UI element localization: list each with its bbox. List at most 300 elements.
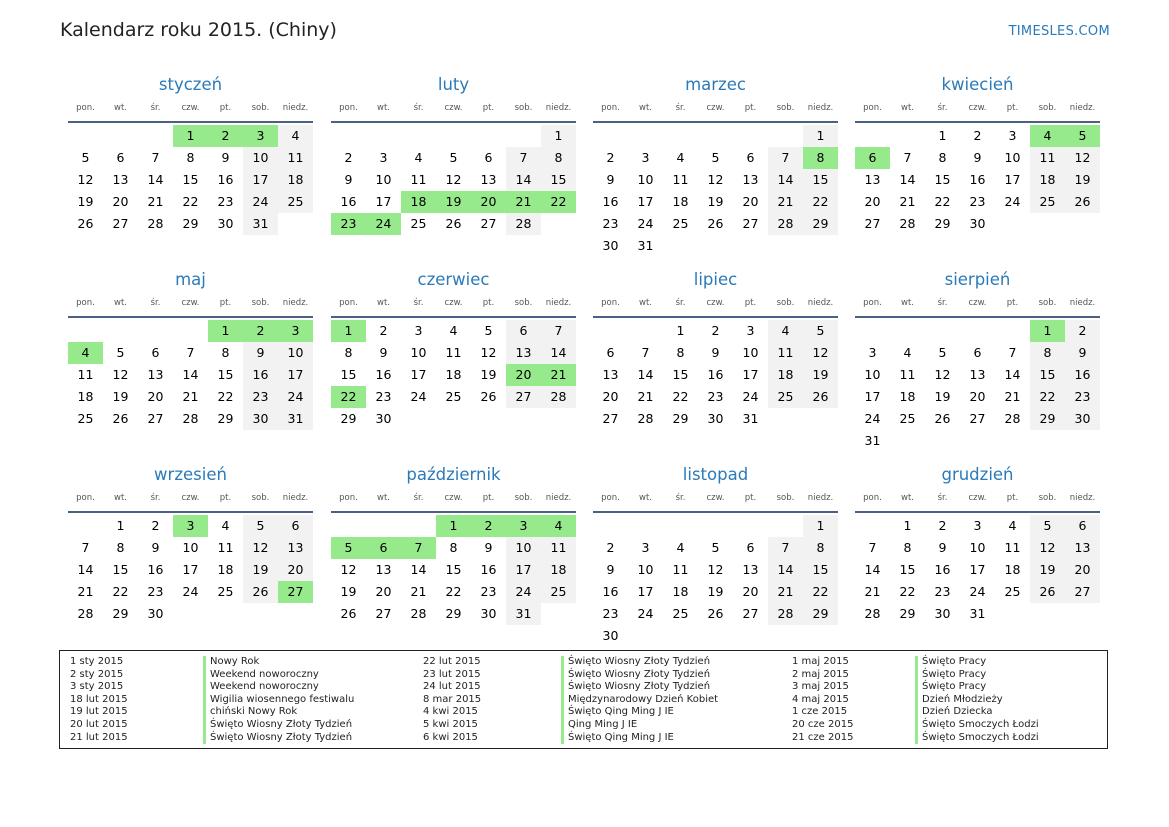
weekday-label: niedz. [807, 298, 834, 308]
day-cell: 24 [410, 389, 427, 404]
day-cell: 9 [344, 172, 353, 187]
day-cell: 17 [410, 367, 427, 382]
empty-cell [366, 125, 401, 147]
day-cell: 22 [672, 389, 689, 404]
day-cell: 26 [480, 389, 497, 404]
weekend-day-cell: 27 [506, 386, 541, 408]
day-cell: 22 [217, 389, 234, 404]
legend-holiday-name: Święto Qing Ming J IE [568, 731, 674, 743]
weekend-day-cell: 10 [506, 537, 541, 559]
empty-cell [506, 125, 541, 147]
day-grid [331, 515, 576, 625]
day-cell: 7 [186, 345, 195, 360]
day-cell: 24 [969, 584, 986, 599]
weekday-label: pon. [863, 493, 882, 503]
legend-date: 18 lut 2015 [70, 693, 128, 705]
weekday-label: wt. [639, 493, 652, 503]
weekday-label: niedz. [282, 298, 309, 308]
day-cell: 17 [969, 562, 986, 577]
legend-holiday-name: Weekend noworoczny [210, 668, 319, 680]
day-cell: 12 [707, 172, 724, 187]
day-cell: 26 [707, 606, 724, 621]
empty-cell [698, 125, 733, 147]
day-cell: 18 [445, 367, 462, 382]
month-block [593, 74, 838, 257]
weekday-label: czw. [181, 298, 200, 308]
day-cell: 22 [182, 194, 199, 209]
legend-date: 20 lut 2015 [70, 718, 128, 730]
weekday-label: śr. [413, 298, 424, 308]
month-block [855, 74, 1100, 235]
weekday-label: czw. [181, 493, 200, 503]
weekend-day-cell: 26 [1065, 191, 1100, 213]
day-cell: 17 [742, 367, 759, 382]
day-cell: 24 [742, 389, 759, 404]
weekday-label: pt. [744, 103, 757, 113]
weekend-day-cell: 12 [803, 342, 838, 364]
weekday-label: czw. [706, 493, 725, 503]
weekday-label: sob. [1038, 493, 1057, 503]
weekday-label: wt. [114, 493, 127, 503]
weekend-day-cell: 16 [243, 364, 278, 386]
weekend-day-cell: 5 [1030, 515, 1065, 537]
day-cell: 13 [969, 367, 986, 382]
day-cell: 31 [742, 411, 759, 426]
day-cell: 30 [147, 606, 164, 621]
empty-cell [331, 515, 366, 537]
weekday-label: śr. [937, 103, 948, 113]
day-cell: 12 [77, 172, 94, 187]
day-cell: 11 [672, 172, 689, 187]
day-cell: 10 [410, 345, 427, 360]
empty-cell [733, 515, 768, 537]
day-cell: 14 [147, 172, 164, 187]
weekday-label: czw. [444, 103, 463, 113]
weekday-label: sob. [251, 298, 270, 308]
holiday-day-cell: 20 [471, 191, 506, 213]
weekday-label: śr. [413, 493, 424, 503]
day-cell: 15 [899, 562, 916, 577]
legend-holiday-name: Święto Wiosny Złoty Tydzień [568, 681, 711, 693]
header-rule [68, 121, 313, 123]
day-cell: 2 [711, 323, 720, 338]
day-cell: 3 [746, 323, 755, 338]
holiday-day-cell: 27 [278, 581, 313, 603]
weekday-label: pon. [76, 103, 95, 113]
day-cell: 28 [77, 606, 94, 621]
month-block [855, 464, 1100, 625]
month-name: luty [437, 75, 470, 94]
month-block [855, 269, 1100, 452]
day-cell: 5 [484, 323, 493, 338]
day-cell: 3 [868, 345, 877, 360]
day-cell: 29 [934, 216, 951, 231]
weekday-label: śr. [150, 103, 161, 113]
weekday-header [593, 490, 838, 506]
empty-cell [401, 125, 436, 147]
day-cell: 29 [217, 411, 234, 426]
empty-cell [890, 320, 925, 342]
day-cell: 8 [903, 540, 912, 555]
weekend-day-cell: 19 [1065, 169, 1100, 191]
weekend-day-cell: 15 [1030, 364, 1065, 386]
weekday-label: śr. [675, 103, 686, 113]
month-name: październik [406, 465, 501, 484]
day-cell: 25 [899, 411, 916, 426]
weekday-label: czw. [968, 298, 987, 308]
day-cell: 12 [112, 367, 129, 382]
day-cell: 28 [147, 216, 164, 231]
holiday-day-cell: 4 [541, 515, 576, 537]
day-cell: 8 [221, 345, 230, 360]
empty-cell [138, 125, 173, 147]
day-cell: 3 [641, 150, 650, 165]
day-cell: 5 [116, 345, 125, 360]
day-cell: 15 [340, 367, 357, 382]
weekday-label: pt. [219, 298, 232, 308]
day-grid [68, 515, 313, 625]
weekday-label: śr. [150, 298, 161, 308]
day-cell: 3 [973, 518, 982, 533]
legend-date: 20 cze 2015 [792, 718, 854, 730]
legend-date: 21 lut 2015 [70, 731, 128, 743]
weekday-label: niedz. [1069, 298, 1096, 308]
day-cell: 2 [938, 518, 947, 533]
weekend-day-cell: 19 [1030, 559, 1065, 581]
day-cell: 11 [672, 562, 689, 577]
day-cell: 16 [147, 562, 164, 577]
holiday-day-cell: 1 [331, 320, 366, 342]
day-cell: 4 [676, 150, 685, 165]
legend-holiday-name: Święto Wiosny Złoty Tydzień [568, 656, 711, 667]
header-rule [855, 316, 1100, 318]
weekend-day-cell: 30 [1065, 408, 1100, 430]
weekday-label: niedz. [282, 493, 309, 503]
day-cell: 13 [602, 367, 619, 382]
day-cell: 22 [445, 584, 462, 599]
day-cell: 30 [375, 411, 392, 426]
weekday-label: pon. [601, 493, 620, 503]
header-rule [331, 511, 576, 513]
weekday-header [68, 100, 313, 116]
day-cell: 26 [340, 606, 357, 621]
legend-date: 23 lut 2015 [423, 668, 481, 680]
empty-cell [593, 125, 628, 147]
day-cell: 19 [707, 584, 724, 599]
holiday-day-cell: 6 [855, 147, 890, 169]
day-cell: 6 [151, 345, 160, 360]
day-cell: 14 [77, 562, 94, 577]
day-cell: 12 [707, 562, 724, 577]
holiday-day-cell: 3 [173, 515, 208, 537]
day-cell: 7 [868, 540, 877, 555]
weekend-day-cell: 24 [243, 191, 278, 213]
weekday-label: niedz. [1069, 493, 1096, 503]
day-grid [855, 125, 1100, 235]
weekday-header [855, 490, 1100, 506]
weekend-day-cell: 4 [768, 320, 803, 342]
holiday-day-cell: 4 [1030, 125, 1065, 147]
day-cell: 19 [480, 367, 497, 382]
day-cell: 11 [899, 367, 916, 382]
day-cell: 3 [379, 150, 388, 165]
weekday-label: pon. [863, 103, 882, 113]
legend-date: 1 maj 2015 [792, 656, 849, 667]
day-cell: 15 [217, 367, 234, 382]
day-cell: 27 [602, 411, 619, 426]
day-cell: 8 [344, 345, 353, 360]
day-cell: 6 [116, 150, 125, 165]
weekday-label: pt. [482, 493, 495, 503]
day-cell: 15 [182, 172, 199, 187]
day-cell: 26 [77, 216, 94, 231]
holiday-day-cell: 7 [401, 537, 436, 559]
month-block [68, 464, 313, 625]
day-cell: 8 [116, 540, 125, 555]
weekend-day-cell: 22 [803, 581, 838, 603]
weekday-label: pt. [744, 298, 757, 308]
header-rule [68, 316, 313, 318]
holiday-day-cell: 24 [366, 213, 401, 235]
month-name: styczeń [158, 75, 223, 94]
day-cell: 25 [1004, 584, 1021, 599]
header-rule [68, 511, 313, 513]
weekend-day-cell: 29 [803, 603, 838, 625]
empty-cell [103, 320, 138, 342]
weekday-label: śr. [413, 103, 424, 113]
empty-cell [733, 125, 768, 147]
day-cell: 12 [445, 172, 462, 187]
month-block [593, 269, 838, 430]
holiday-day-cell: 3 [278, 320, 313, 342]
day-cell: 7 [81, 540, 90, 555]
weekday-label: wt. [114, 298, 127, 308]
day-cell: 13 [112, 172, 129, 187]
holiday-day-cell: 6 [366, 537, 401, 559]
legend-holiday-name: Międzynarodowy Dzień Kobiet [568, 693, 719, 705]
holiday-day-cell: 2 [243, 320, 278, 342]
weekday-header [68, 490, 313, 506]
weekend-day-cell: 17 [506, 559, 541, 581]
weekday-label: śr. [937, 298, 948, 308]
empty-cell [366, 515, 401, 537]
weekend-day-cell: 19 [803, 364, 838, 386]
day-cell: 25 [410, 216, 427, 231]
day-cell: 17 [182, 562, 199, 577]
weekday-header [855, 295, 1100, 311]
weekend-day-cell: 8 [541, 147, 576, 169]
day-cell: 14 [864, 562, 881, 577]
day-cell: 13 [480, 172, 497, 187]
weekday-label: czw. [706, 103, 725, 113]
weekday-label: śr. [675, 493, 686, 503]
weekend-day-cell: 30 [243, 408, 278, 430]
day-cell: 16 [480, 562, 497, 577]
day-grid [68, 125, 313, 235]
month-name: wrzesień [154, 465, 227, 484]
day-cell: 7 [1008, 345, 1017, 360]
day-cell: 18 [899, 389, 916, 404]
day-cell: 19 [77, 194, 94, 209]
day-cell: 22 [899, 584, 916, 599]
day-cell: 30 [969, 216, 986, 231]
day-cell: 21 [77, 584, 94, 599]
day-cell: 18 [672, 194, 689, 209]
day-cell: 9 [711, 345, 720, 360]
day-cell: 17 [1004, 172, 1021, 187]
day-cell: 9 [606, 172, 615, 187]
empty-cell [68, 515, 103, 537]
month-block [68, 74, 313, 235]
day-cell: 30 [707, 411, 724, 426]
day-cell: 27 [742, 606, 759, 621]
day-cell: 3 [641, 540, 650, 555]
weekend-day-cell: 7 [768, 537, 803, 559]
day-cell: 12 [480, 345, 497, 360]
legend-date-column [423, 656, 481, 744]
day-cell: 14 [182, 367, 199, 382]
weekday-label: śr. [675, 298, 686, 308]
weekday-label: sob. [514, 103, 533, 113]
weekend-day-cell: 24 [506, 581, 541, 603]
weekend-day-cell: 17 [243, 169, 278, 191]
weekend-day-cell: 6 [1065, 515, 1100, 537]
day-cell: 13 [147, 367, 164, 382]
day-cell: 17 [864, 389, 881, 404]
day-cell: 21 [410, 584, 427, 599]
weekend-day-cell: 1 [541, 125, 576, 147]
weekend-day-cell: 22 [803, 191, 838, 213]
holiday-day-cell: 2 [471, 515, 506, 537]
day-cell: 28 [182, 411, 199, 426]
month-name: kwiecień [941, 75, 1014, 94]
empty-cell [593, 515, 628, 537]
weekday-label: śr. [937, 493, 948, 503]
legend-date: 3 maj 2015 [792, 681, 849, 693]
day-cell: 2 [151, 518, 160, 533]
month-name: lipiec [693, 270, 738, 289]
day-cell: 10 [1004, 150, 1021, 165]
day-cell: 29 [112, 606, 129, 621]
weekend-day-cell: 31 [506, 603, 541, 625]
month-name: sierpień [944, 270, 1011, 289]
header-rule [593, 121, 838, 123]
holiday-day-cell: 22 [541, 191, 576, 213]
weekend-day-cell: 26 [803, 386, 838, 408]
weekday-label: pon. [601, 103, 620, 113]
month-block [331, 464, 576, 625]
weekday-label: pt. [744, 493, 757, 503]
header-rule [855, 121, 1100, 123]
legend-holiday-name: Wigilia wiosennego festiwalu [210, 693, 355, 705]
day-grid [855, 515, 1100, 625]
holiday-day-cell: 5 [1065, 125, 1100, 147]
day-cell: 26 [934, 411, 951, 426]
weekday-label: pon. [76, 493, 95, 503]
day-cell: 9 [484, 540, 493, 555]
weekday-label: pt. [1006, 493, 1019, 503]
empty-cell [628, 515, 663, 537]
header-rule [331, 316, 576, 318]
weekend-day-cell: 11 [1030, 147, 1065, 169]
weekday-label: niedz. [1069, 103, 1096, 113]
weekend-day-cell: 18 [768, 364, 803, 386]
weekend-day-cell: 18 [541, 559, 576, 581]
day-cell: 14 [410, 562, 427, 577]
day-cell: 16 [340, 194, 357, 209]
holiday-day-cell: 22 [331, 386, 366, 408]
day-cell: 20 [112, 194, 129, 209]
weekend-day-cell: 14 [541, 342, 576, 364]
day-cell: 26 [445, 216, 462, 231]
empty-cell [68, 125, 103, 147]
legend-holiday-name: Święto Wiosny Złoty Tydzień [210, 731, 353, 743]
month-name: marzec [685, 75, 746, 94]
holiday-day-cell: 21 [506, 191, 541, 213]
day-cell: 23 [602, 606, 619, 621]
weekend-day-cell: 12 [1030, 537, 1065, 559]
weekend-day-cell: 23 [1065, 386, 1100, 408]
day-cell: 13 [742, 172, 759, 187]
weekday-label: czw. [181, 103, 200, 113]
legend-date: 1 cze 2015 [792, 706, 848, 718]
day-cell: 22 [934, 194, 951, 209]
holiday-day-cell: 1 [173, 125, 208, 147]
day-cell: 23 [480, 584, 497, 599]
weekend-day-cell: 22 [1030, 386, 1065, 408]
legend-holiday-name: Święto Pracy [922, 668, 987, 680]
day-cell: 21 [899, 194, 916, 209]
legend-date: 5 kwi 2015 [423, 718, 478, 730]
day-cell: 25 [77, 411, 94, 426]
legend-holiday-name: Święto Wiosny Złoty Tydzień [568, 668, 711, 680]
day-cell: 13 [742, 562, 759, 577]
day-cell: 14 [637, 367, 654, 382]
weekday-header [68, 295, 313, 311]
day-cell: 8 [449, 540, 458, 555]
legend-name-column [915, 656, 1039, 744]
day-cell: 5 [711, 540, 720, 555]
weekend-day-cell: 13 [506, 342, 541, 364]
weekday-label: wt. [901, 103, 914, 113]
header-rule [855, 511, 1100, 513]
day-cell: 16 [707, 367, 724, 382]
day-cell: 22 [112, 584, 129, 599]
day-cell: 2 [606, 150, 615, 165]
day-cell: 28 [864, 606, 881, 621]
day-cell: 9 [938, 540, 947, 555]
legend-holiday-name: Święto Wiosny Złoty Tydzień [210, 718, 353, 730]
empty-cell [890, 125, 925, 147]
weekend-day-cell: 7 [541, 320, 576, 342]
day-cell: 6 [746, 150, 755, 165]
day-cell: 14 [1004, 367, 1021, 382]
weekday-label: pon. [601, 298, 620, 308]
day-cell: 9 [973, 150, 982, 165]
day-cell: 15 [445, 562, 462, 577]
day-cell: 3 [1008, 128, 1017, 143]
brand-link[interactable]: TIMESLES.COM [1008, 24, 1110, 39]
empty-cell [855, 320, 890, 342]
day-cell: 11 [1004, 540, 1021, 555]
weekend-day-cell: 15 [803, 169, 838, 191]
weekend-day-cell: 5 [803, 320, 838, 342]
legend-date: 21 cze 2015 [792, 731, 854, 743]
weekend-day-cell: 10 [243, 147, 278, 169]
weekend-day-cell: 23 [243, 386, 278, 408]
day-cell: 10 [864, 367, 881, 382]
month-name: czerwiec [417, 270, 490, 289]
